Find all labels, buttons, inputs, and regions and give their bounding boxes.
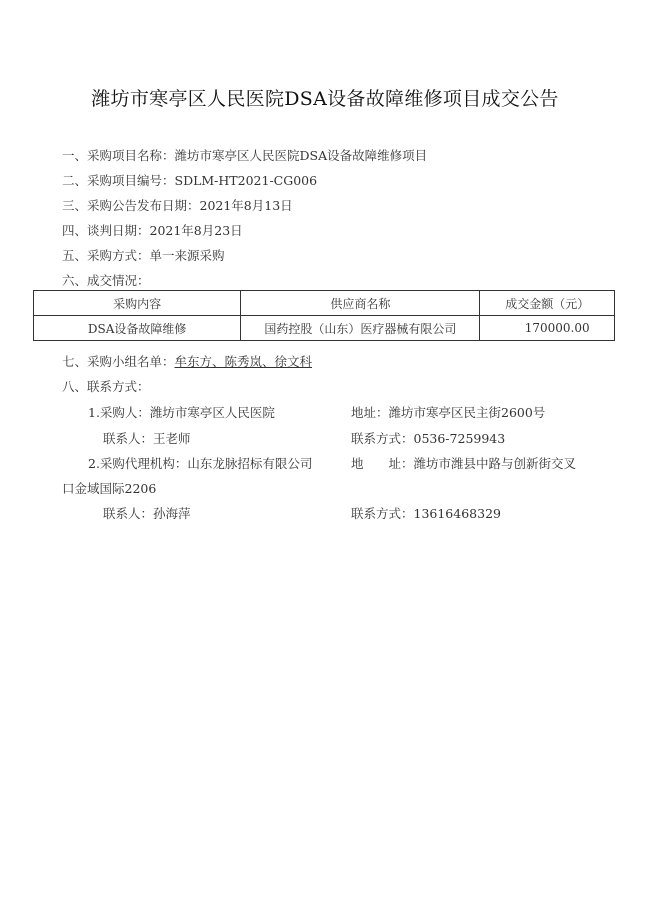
group-label: 七、采购小组名单： bbox=[62, 354, 175, 369]
agency-address-continued: 口金域国际2206 bbox=[62, 481, 157, 496]
group-line bbox=[62, 352, 312, 370]
table-cell-amount: 170000.00 bbox=[480, 316, 615, 341]
purchaser-line: 1.采购人：潍坊市寒亭区人民医院 bbox=[88, 405, 275, 420]
result-heading: 六、成交情况： bbox=[62, 273, 150, 288]
table-header-row bbox=[34, 291, 615, 316]
publish-date-line: 三、采购公告发布日期：2021年8月13日 bbox=[62, 198, 293, 213]
negotiation-date-line: 四、谈判日期：2021年8月23日 bbox=[62, 223, 243, 238]
contact-heading: 八、联系方式： bbox=[62, 379, 150, 394]
agency-address: 地 址：潍坊市潍县中路与创新街交叉 bbox=[351, 456, 577, 471]
purchaser-contact: 联系人：王老师 bbox=[103, 431, 191, 446]
purchaser-address: 地址：潍坊市寒亭区民主街2600号 bbox=[351, 405, 546, 420]
page-title: 潍坊市寒亭区人民医院DSA设备故障维修项目成交公告 bbox=[91, 88, 559, 110]
group-members: 牟东方、陈秀岚、徐文科 bbox=[174, 354, 313, 369]
table-cell-content: DSA设备故障维修 bbox=[34, 316, 241, 341]
procurement-method-line: 五、采购方式：单一来源采购 bbox=[62, 248, 225, 263]
table-cell-supplier: 国药控股（山东）医疗器械有限公司 bbox=[241, 316, 480, 341]
table-header-content: 采购内容 bbox=[34, 291, 241, 316]
deal-result-table bbox=[33, 290, 615, 341]
table-header-amount: 成交金额（元） bbox=[480, 291, 615, 316]
table-row bbox=[34, 316, 615, 341]
agency-contact: 联系人：孙海萍 bbox=[103, 506, 191, 521]
table-header-supplier: 供应商名称 bbox=[241, 291, 480, 316]
agency-line: 2.采购代理机构：山东龙脉招标有限公司 bbox=[88, 456, 313, 471]
purchaser-phone: 联系方式：0536-7259943 bbox=[351, 431, 506, 446]
project-name-line: 一、采购项目名称：潍坊市寒亭区人民医院DSA设备故障维修项目 bbox=[62, 148, 428, 163]
agency-phone: 联系方式：13616468329 bbox=[351, 506, 501, 521]
project-number-line: 二、采购项目编号：SDLM-HT2021-CG006 bbox=[62, 173, 318, 188]
